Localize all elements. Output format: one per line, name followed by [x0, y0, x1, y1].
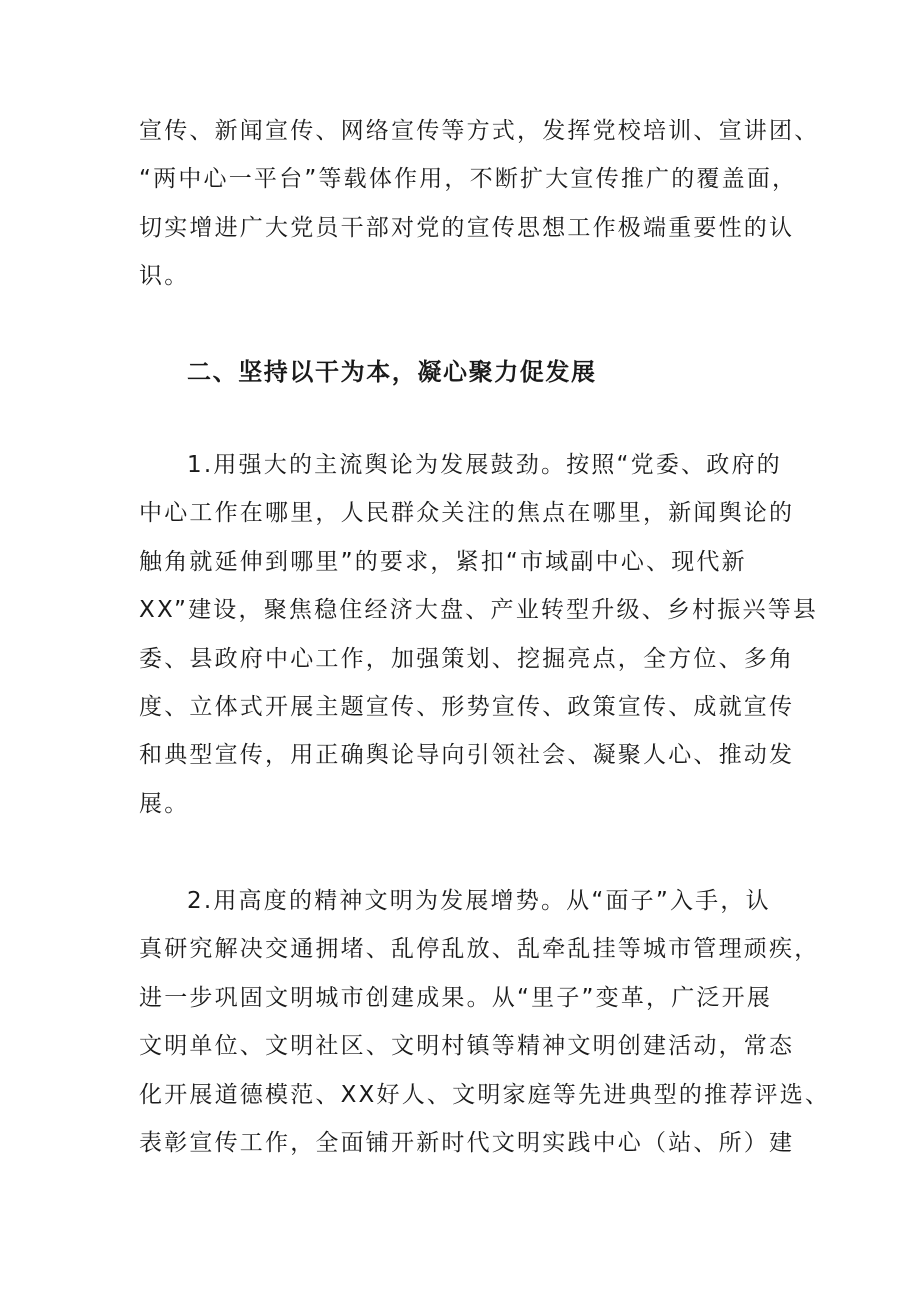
- paragraph-line: 1.用强大的主流舆论为发展鼓劲。按照“党委、政府的: [187, 452, 782, 478]
- paragraph-line: 展。: [139, 790, 190, 817]
- paragraph-1: [139, 441, 819, 828]
- paragraph-line: 触角就延伸到哪里”的要求，紧扣“市域副中心、现代新: [139, 548, 747, 575]
- paragraph-line: 中心工作在哪里，人民群众关注的焦点在哪里，新闻舆论的: [139, 500, 795, 527]
- paragraph-line: 真研究解决交通拥堵、乱停乱放、乱牵乱挂等城市管理顽疾，: [139, 936, 820, 963]
- continuation-paragraph: [139, 107, 820, 301]
- section-heading: 二、坚持以干为本，凝心聚力促发展: [187, 358, 597, 386]
- paragraph-line: 和典型宣传，用正确舆论导向引领社会、凝聚人心、推动发: [139, 742, 795, 769]
- paragraph-line: 度、立体式开展主题宣传、形势宣传、政策宣传、成就宣传: [139, 693, 795, 720]
- paragraph-2: [139, 877, 831, 1167]
- paragraph-line: “两中心一平台”等载体作用，不断扩大宣传推广的覆盖面，: [139, 166, 798, 193]
- paragraph-line: 文明单位、文明社区、文明村镇等精神文明创建活动，常态: [139, 1033, 795, 1060]
- paragraph-line: 识。: [139, 263, 190, 290]
- paragraph-line: XX”建设，聚焦稳住经济大盘、产业转型升级、乡村振兴等县: [139, 597, 819, 624]
- paragraph-line: 宣传、新闻宣传、网络宣传等方式，发挥党校培训、宣讲团、: [139, 118, 820, 144]
- paragraph-line: 2.用高度的精神文明为发展增势。从“面子”入手，认: [187, 888, 771, 914]
- paragraph-line: 进一步巩固文明城市创建成果。从“里子”变革，广泛开展: [139, 984, 773, 1011]
- paragraph-line: 化开展道德模范、XX好人、文明家庭等先进典型的推荐评选、: [139, 1081, 831, 1108]
- paragraph-line: 委、县政府中心工作，加强策划、挖掘亮点，全方位、多角: [139, 645, 795, 672]
- paragraph-line: 表彰宣传工作，全面铺开新时代文明实践中心（站、所）建: [139, 1129, 795, 1156]
- paragraph-line: 切实增进广大党员干部对党的宣传思想工作极端重要性的认: [139, 214, 795, 241]
